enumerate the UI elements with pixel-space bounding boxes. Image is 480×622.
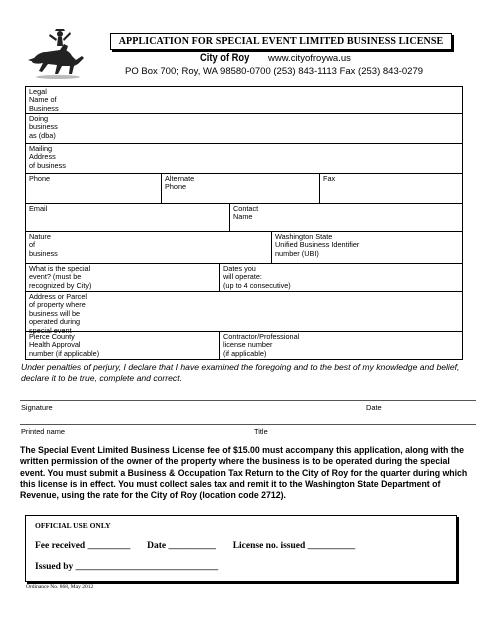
city-logo-bucking-horse <box>24 22 88 80</box>
official-date-field[interactable]: Date __________ <box>147 541 216 551</box>
title-label: Title <box>254 427 268 436</box>
parcel-address-field[interactable]: Address or Parcel of property where business will be operated during special event <box>26 292 462 332</box>
fax-field[interactable]: Fax <box>320 174 462 204</box>
contact-name-field[interactable]: Contact Name <box>230 204 462 232</box>
alternate-phone-field[interactable]: Alternate Phone <box>162 174 320 204</box>
health-approval-field[interactable]: Pierce County Health Approval number (if applicable) <box>26 332 220 359</box>
issued-by-field[interactable]: Issued by ______________________________ <box>35 562 219 572</box>
date-label: Date <box>366 403 382 412</box>
fee-notice: The Special Event Limited Business License fee of $15.00 must accompany this application, along with the written permission of the owner of the property where the business is to be operated during the special event. You must submit a Business & Occupation Tax Return to the City of Roy for the quarter during which this license is in effect. You must collect sales tax and remit it to the Washington State Department of Revenue, using the rate for the City of Roy (location code 2712). <box>20 445 468 501</box>
city-name: City of Roy <box>200 52 250 64</box>
perjury-statement: Under penalties of perjury, I declare that I have examined the foregoing and to the best of my knowledge and belief, declare it to be true, complete and correct. <box>21 362 460 383</box>
dates-field[interactable]: Dates you will operate: (up to 4 consecutive) <box>220 264 462 292</box>
dba-field[interactable]: Doing business as (dba) <box>26 114 462 144</box>
legal-name-field[interactable]: Legal Name of Business <box>26 87 462 114</box>
printed-name-label: Printed name <box>21 427 65 436</box>
signature-line[interactable] <box>20 400 476 401</box>
ordinance-note: Ordinance No. 868, May 2012 <box>26 584 94 590</box>
official-use-box <box>25 515 457 582</box>
signature-label: Signature <box>21 403 53 412</box>
ubi-number-field[interactable]: Washington State Unified Business Identifier number (UBI) <box>272 232 462 264</box>
contractor-license-field[interactable]: Contractor/Professional license number (if applicable) <box>223 332 300 358</box>
form-title: APPLICATION FOR SPECIAL EVENT LIMITED BUSINESS LICENSE <box>110 33 452 50</box>
mailing-address-field[interactable]: Mailing Address of business <box>26 144 462 174</box>
special-event-field[interactable]: What is the special event? (must be recognized by City) <box>26 264 220 292</box>
email-field[interactable]: Email <box>26 204 230 232</box>
city-address: PO Box 700; Roy, WA 98580-0700 (253) 843-1113 Fax (253) 843-0279 <box>125 66 424 77</box>
printed-name-line[interactable] <box>20 424 476 425</box>
nature-of-business-field[interactable]: Nature of business <box>26 232 272 264</box>
license-no-field[interactable]: License no. issued __________ <box>232 541 356 551</box>
application-form <box>25 86 463 360</box>
official-use-title: OFFICIAL USE ONLY <box>35 521 111 530</box>
city-website: www.cityofroywa.us <box>268 53 351 64</box>
fee-received-field[interactable]: Fee received _________ <box>35 541 131 551</box>
phone-field[interactable]: Phone <box>26 174 162 204</box>
